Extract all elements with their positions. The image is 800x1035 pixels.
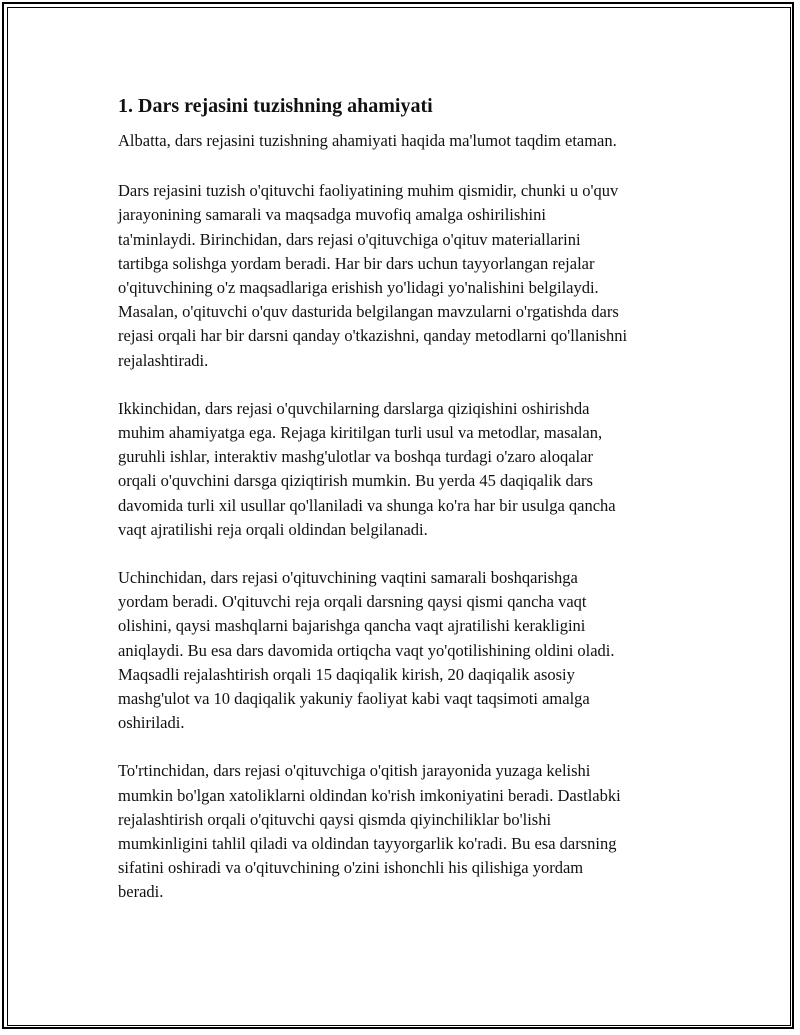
paragraph-line: orqali o'quvchini darsga qiziqtirish mumkin. Bu yerda 45 daqiqalik dars <box>118 471 593 491</box>
section-heading: 1. Dars rejasini tuzishning ahamiyati <box>118 95 433 117</box>
paragraph-line: oshiriladi. <box>118 713 185 733</box>
paragraph-line: jarayonining samarali va maqsadga muvofiq amalga oshirilishini <box>118 205 546 225</box>
paragraph-line: guruhli ishlar, interaktiv mashg'ulotlar va boshqa turdagi o'zaro aloqalar <box>118 447 593 467</box>
paragraph-line: Dars rejasini tuzish o'qituvchi faoliyatining muhim qismidir, chunki u o'quv <box>118 181 619 201</box>
paragraph-line: mashg'ulot va 10 daqiqalik yakuniy faoliyat kabi vaqt taqsimoti amalga <box>118 689 590 709</box>
paragraph-line: Uchinchidan, dars rejasi o'qituvchining vaqtini samarali boshqarishga <box>118 568 578 588</box>
paragraph-line: Ikkinchidan, dars rejasi o'quvchilarning darslarga qiziqishini oshirishda <box>118 398 590 418</box>
document-body <box>118 93 698 929</box>
paragraph-line: tartibga solishga yordam beradi. Har bir dars uchun tayyorlangan rejalar <box>118 253 595 273</box>
paragraph-line: sifatini oshiradi va o'qituvchining o'zini ishonchli his qilishiga yordam <box>118 858 584 878</box>
paragraph-line: vaqt ajratilishi reja orqali oldindan belgilanadi. <box>118 519 428 539</box>
paragraph-line: Maqsadli rejalashtirish orqali 15 daqiqalik kirish, 20 daqiqalik asosiy <box>118 664 575 684</box>
paragraph-line: o'qituvchining o'z maqsadlariga erishish yo'lidagi yo'nalishini belgilaydi. <box>118 278 599 298</box>
paragraph-line: aniqlaydi. Bu esa dars davomida ortiqcha vaqt yo'qotilishining oldini oladi. <box>118 640 615 660</box>
paragraph-line: mumkinligini tahlil qiladi va oldindan tayyorgarlik ko'radi. Bu esa darsning <box>118 834 617 854</box>
paragraph-1 <box>118 179 698 373</box>
intro-paragraph: Albatta, dars rejasini tuzishning ahamiyati haqida ma'lumot taqdim etaman. <box>118 131 617 150</box>
paragraph-line: To'rtinchidan, dars rejasi o'qituvchiga o'qitish jarayonida yuzaga kelishi <box>118 761 591 781</box>
paragraph-line: davomida turli xil usullar qo'llaniladi va shunga ko'ra har bir usulga qancha <box>118 495 616 515</box>
paragraph-line: rejalashtirish orqali o'qituvchi qaysi qismda qiyinchiliklar bo'lishi <box>118 809 552 829</box>
paragraph-line: rejalashtiradi. <box>118 350 209 370</box>
paragraph-line: ta'minlaydi. Birinchidan, dars rejasi o'qituvchiga o'qituv materiallarini <box>118 229 581 249</box>
paragraph-line: Masalan, o'qituvchi o'quv dasturida belgilangan mavzularni o'rgatishda dars <box>118 302 619 322</box>
paragraph-line: muhim ahamiyatga ega. Rejaga kiritilgan turli usul va metodlar, masalan, <box>118 423 603 443</box>
paragraph-2 <box>118 397 698 542</box>
paragraph-line: mumkin bo'lgan xatoliklarni oldindan ko'rish imkoniyatini beradi. Dastlabki <box>118 785 621 805</box>
paragraph-4 <box>118 759 698 904</box>
paragraph-line: rejasi orqali har bir darsni qanday o'tkazishni, qanday metodlarni qo'llanishni <box>118 326 628 346</box>
paragraph-line: yordam beradi. O'qituvchi reja orqali darsning qaysi qismi qancha vaqt <box>118 592 587 612</box>
paragraph-line: olishini, qaysi mashqlarni bajarishga qancha vaqt ajratilishi kerakligini <box>118 616 586 636</box>
paragraph-3 <box>118 566 698 735</box>
paragraph-line: beradi. <box>118 882 164 902</box>
